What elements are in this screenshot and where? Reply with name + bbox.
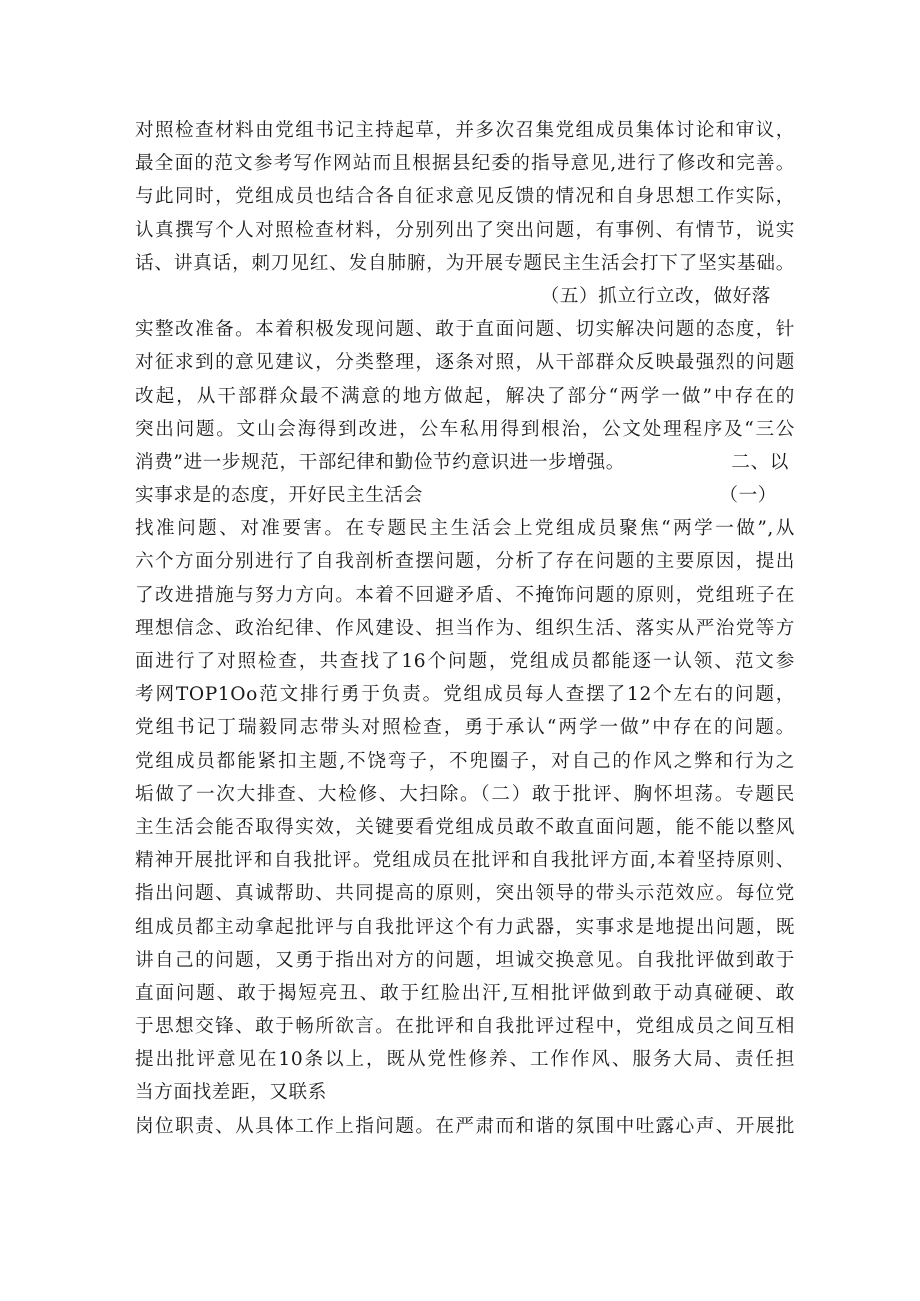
text-line: 实整改准备。本着积极发现问题、敢于直面问题、切实解决问题的态度，针 [135,319,795,341]
text-line: 面进行了对照检查，共查找了16个问题，党组成员都能逐一认领、范文参 [135,651,795,672]
text-line: 主生活会能否取得实效，关键要看党组成员敢不敢直面问题，能不能以整风 [135,816,795,838]
text-line: 党组成员都能紧扣主题,不饶弯子，不兜圈子，对自己的作风之弊和行为之 [135,750,795,772]
text-line: 突出问题。文山会海得到改进，公车私用得到根治，公文处理程序及“三公 [135,418,795,440]
text-line: 对征求到的意见建议，分类整理，逐条对照，从干部群众反映最强烈的问题 [135,352,795,374]
text-line-with-heading [135,479,795,512]
text-line: 组成员都主动拿起批评与自我批评这个有力武器，实事求是地提出问题，既 [135,916,795,938]
text-line: 党组书记丁瑞毅同志带头对照检查，勇于承认“两学一做”中存在的问题。 [135,717,795,739]
text-line: 提出批评意见在10条以上，既从党性修养、工作作风、服务大局、责任担 [135,1049,795,1071]
text-line: 精神开展批评和自我批评。党组成员在批评和自我批评方面,本着坚持原则、 [135,850,795,872]
text-line: 当方面找差距，又联系 [135,1082,327,1104]
text-line: 改起，从干部群众最不满意的地方做起，解决了部分“两学一做”中存在的 [135,385,795,407]
text-line: 讲自己的问题，又勇于指出对方的问题，坦诚交换意见。自我批评做到敢于 [135,949,795,971]
text-line: 岗位职责、从具体工作上指问题。在严肃而和谐的氛围中吐露心声、开展批 [135,1115,795,1137]
text-line: 指出问题、真诚帮助、共同提高的原则，突出领导的带头示范效应。每位党 [135,883,795,905]
text-line: 话、讲真话，刺刀见红、发自肺腑，为开展专题民主生活会打下了坚实基础。 [135,252,795,274]
document-body [135,114,795,1143]
section-heading-one: （一） [719,485,777,507]
section-heading-five: （五）抓立行立改，做好落 [540,285,771,307]
text-line: 于思想交锋、敢于畅所欲言。在批评和自我批评过程中，党组成员之间互相 [135,1016,795,1038]
text-line: 六个方面分别进行了自我剖析查摆问题，分析了存在问题的主要原因，提出 [135,551,795,573]
section-heading-two: 二、以 [731,451,789,473]
text-line: 找准问题、对准要害。在专题民主生活会上党组成员聚焦“两学一做”,从 [135,518,795,540]
text-line: 考网TOP1Oo范文排行勇于负责。党组成员每人查摆了12个左右的问题， [135,684,795,706]
text-line: 垢做了一次大排查、大检修、大扫除。（二）敢于批评、胸怀坦荡。专题民 [135,783,795,805]
text-line-with-heading [135,446,795,479]
text-line: 对照检查材料由党组书记主持起草，并多次召集党组成员集体讨论和审议， [135,120,795,141]
text-line: 直面问题、敢于揭短亮丑、敢于红脸出汗,互相批评做到敢于动真碰硬、敢 [135,982,795,1004]
text-line-fragment: 消费”进一步规范，干部纪律和勤俭节约意识进一步增强。 [135,451,625,473]
text-line: 认真撰写个人对照检查材料，分别列出了突出问题，有事例、有情节，说实 [135,219,795,241]
section-heading-line [135,280,795,313]
text-line: 最全面的范文参考写作网站而且根据县纪委的指导意见,进行了修改和完善。 [135,153,795,175]
text-line: 了改进措施与努力方向。本着不回避矛盾、不掩饰问题的原则，党组班子在 [135,584,795,606]
section-heading-two-cont: 实事求是的态度，开好民主生活会 [135,485,423,507]
text-line: 理想信念、政治纪律、作风建设、担当作为、组织生活、落实从严治党等方 [135,617,795,639]
text-line: 与此同时，党组成员也结合各自征求意见反馈的情况和自身思想工作实际， [135,186,795,208]
